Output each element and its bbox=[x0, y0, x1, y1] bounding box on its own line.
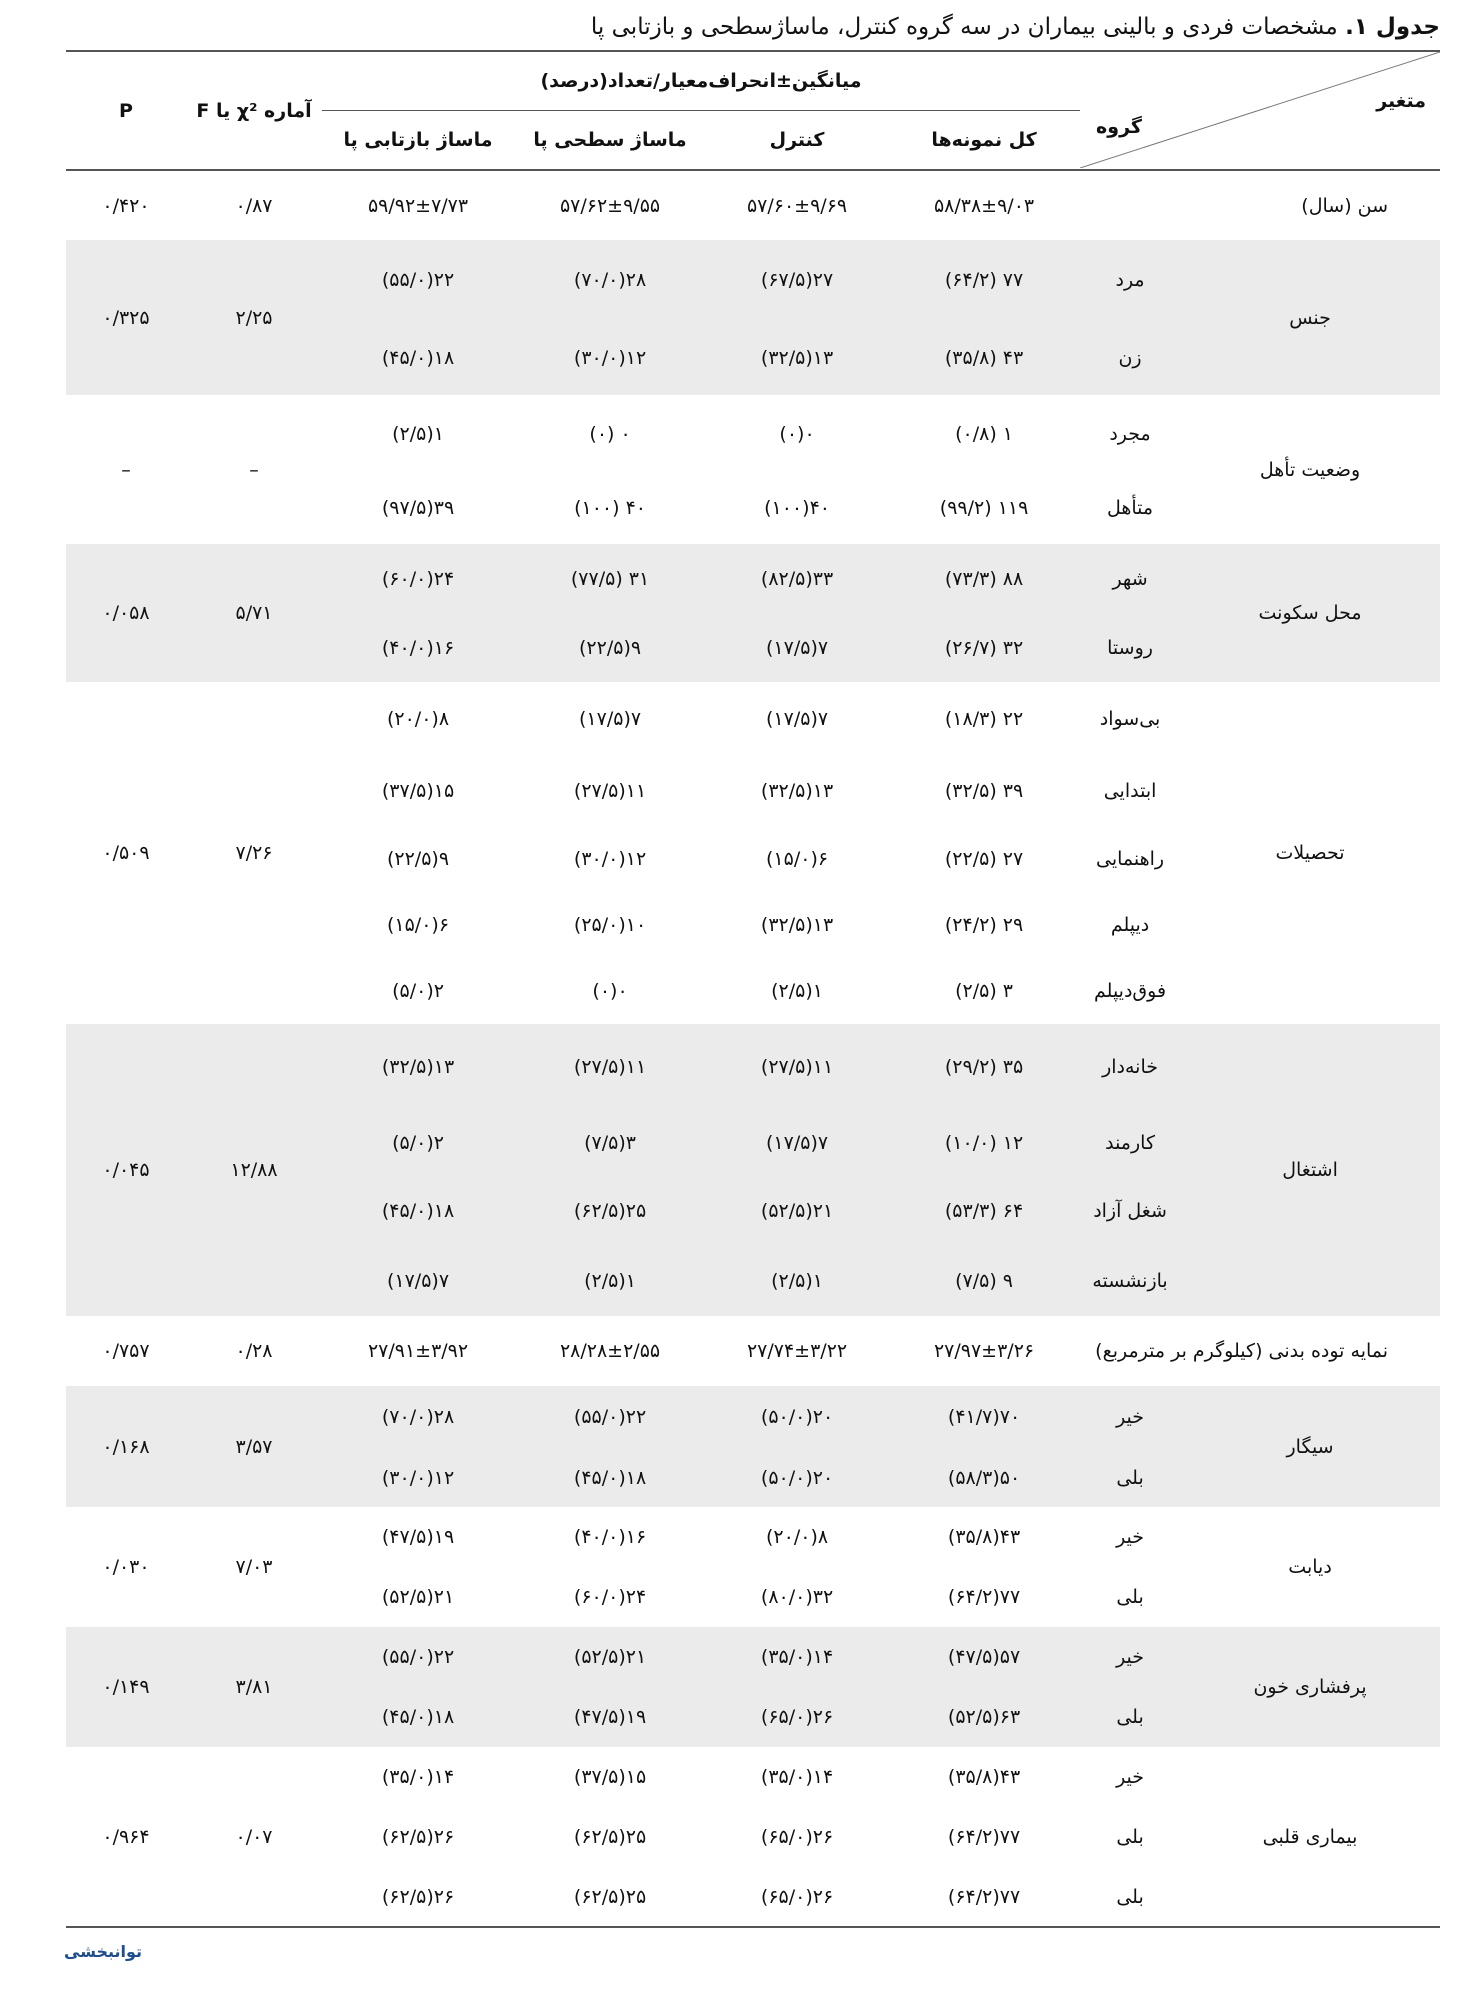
p-value: ۰/۳۲۵ bbox=[66, 240, 186, 395]
value-cell: ۲۱(۵۲/۵) bbox=[706, 1176, 888, 1246]
value-cell: ۷(۱۷/۵) bbox=[322, 1246, 514, 1316]
p-value: ۰/۰۴۵ bbox=[66, 1024, 186, 1316]
value-cell: ۱۱(۲۷/۵) bbox=[514, 1024, 706, 1110]
header-stat: آماره χ² یا F bbox=[186, 51, 322, 170]
p-value: ۰/۱۴۹ bbox=[66, 1627, 186, 1747]
table-row bbox=[66, 170, 1440, 240]
value-cell: ۱(۲/۵) bbox=[392, 422, 444, 445]
value-cell: ۱۴(۳۵/۰) bbox=[706, 1627, 888, 1687]
table-row bbox=[66, 682, 1440, 756]
p-value: ۰/۱۶۸ bbox=[66, 1386, 186, 1507]
value-cell: ۵۸/۳۸±۹/۰۳ bbox=[933, 194, 1035, 217]
value-cell: ۱۹(۴۷/۵) bbox=[381, 1526, 455, 1548]
stat-value: ۱۲/۸۸ bbox=[186, 1024, 322, 1316]
p-value: ۰/۵۰۹ bbox=[102, 842, 150, 864]
header-mean-group: میانگین±انحراف‌معیار/تعداد(درصد) bbox=[322, 51, 1080, 111]
data-table bbox=[66, 50, 1440, 1928]
value-cell: ۱۴(۳۵/۰) bbox=[760, 1766, 834, 1788]
p-value: ۰/۹۶۴ bbox=[66, 1747, 186, 1927]
value-cell: ۲۸(۷۰/۰) bbox=[514, 240, 706, 320]
header-variable-group bbox=[1080, 51, 1440, 170]
header-col-total: کل نمونه‌ها bbox=[888, 111, 1080, 171]
value-cell: ۲۴(۶۰/۰) bbox=[322, 544, 514, 614]
value-cell: ۳۱ (۷۷/۵) bbox=[514, 544, 706, 614]
value-cell: ۱ (۰/۸) bbox=[955, 422, 1013, 445]
header-group: گروه bbox=[1096, 116, 1142, 138]
value-cell: ۲۲(۵۵/۰) bbox=[322, 1627, 514, 1687]
value-cell: ۱۲(۳۰/۰) bbox=[573, 848, 647, 870]
group-label: کارمند bbox=[1080, 1110, 1180, 1176]
value-cell: ۲۵(۶۲/۵) bbox=[514, 1867, 706, 1927]
value-cell: ۱۸(۴۵/۰) bbox=[514, 1448, 706, 1507]
variable-label: نمایه توده بدنی (کیلوگرم بر مترمربع) bbox=[1095, 1340, 1389, 1362]
value-cell: ۶۴ (۵۳/۳) bbox=[888, 1176, 1080, 1246]
p-value: ۰/۷۵۷ bbox=[102, 1340, 150, 1362]
value-cell: ۲۶(۶۵/۰) bbox=[706, 1867, 888, 1927]
header-col-control: کنترل bbox=[706, 111, 888, 171]
value-cell: ۷(۱۷/۵) bbox=[706, 1110, 888, 1176]
p-value: ۰/۰۵۸ bbox=[66, 544, 186, 682]
value-cell: ۲۷ (۲۲/۵) bbox=[944, 848, 1024, 870]
variable-label: بیماری قلبی bbox=[1180, 1747, 1440, 1927]
value-cell: ۳۵ (۲۹/۲) bbox=[888, 1024, 1080, 1110]
value-cell: ۷۷(۶۴/۲) bbox=[947, 1586, 1021, 1608]
group-label: خیر bbox=[1116, 1526, 1145, 1548]
group-label: خیر bbox=[1116, 1766, 1145, 1788]
value-cell: ۸۸ (۷۳/۳) bbox=[888, 544, 1080, 614]
group-label: متأهل bbox=[1106, 497, 1154, 519]
group-label: مجرد bbox=[1109, 422, 1151, 445]
variable-label: دیابت bbox=[1288, 1556, 1332, 1578]
value-cell: ۱۵(۳۷/۵) bbox=[573, 1766, 647, 1788]
value-cell: ۷(۱۷/۵) bbox=[766, 708, 829, 730]
caption-text: مشخصات فردی و بالینی بیماران در سه گروه کنترل، ماساژسطحی و بازتابی پا bbox=[590, 14, 1338, 40]
value-cell: ۵۷/۶۲±۹/۵۵ bbox=[559, 194, 661, 217]
value-cell: ۱۶(۴۰/۰) bbox=[322, 614, 514, 682]
value-cell: ۵۷/۶۰±۹/۶۹ bbox=[746, 194, 848, 217]
value-cell: ۲۲ (۱۸/۳) bbox=[944, 708, 1024, 730]
group-label: بلی bbox=[1080, 1867, 1180, 1927]
value-cell: ۲۵(۶۲/۵) bbox=[514, 1176, 706, 1246]
value-cell: ۳۲ (۲۶/۷) bbox=[888, 614, 1080, 682]
value-cell: ۴۳(۳۵/۸) bbox=[947, 1526, 1021, 1548]
value-cell: ۹(۲۲/۵) bbox=[386, 848, 450, 870]
value-cell: ۵۹/۹۲±۷/۷۳ bbox=[367, 194, 469, 217]
table-row bbox=[66, 1316, 1440, 1386]
stat-value: ۳/۸۱ bbox=[186, 1627, 322, 1747]
stat-value: ۷/۰۳ bbox=[235, 1556, 273, 1578]
value-cell: ۲(۵/۰) bbox=[322, 1110, 514, 1176]
header-p: P bbox=[66, 51, 186, 170]
stat-value: ۵/۷۱ bbox=[186, 544, 322, 682]
value-cell: ۷(۱۷/۵) bbox=[579, 708, 642, 730]
stat-value: ۷/۲۶ bbox=[235, 842, 273, 864]
value-cell: ۲۰(۵۰/۰) bbox=[706, 1386, 888, 1448]
value-cell: ۴۰ (۱۰۰) bbox=[574, 497, 646, 519]
group-label: فوق‌دیپلم bbox=[1094, 980, 1167, 1002]
group-label: خیر bbox=[1080, 1386, 1180, 1448]
value-cell: ۲۸/۲۸±۲/۵۵ bbox=[559, 1340, 661, 1362]
group-label: روستا bbox=[1080, 614, 1180, 682]
variable-label: وضعیت تأهل bbox=[1259, 458, 1361, 481]
group-label: راهنمایی bbox=[1095, 848, 1165, 870]
header-col-surface: ماساژ سطحی پا bbox=[514, 111, 706, 171]
value-cell: ۱۱(۲۷/۵) bbox=[573, 780, 647, 802]
value-cell: ۲۶(۶۵/۰) bbox=[706, 1687, 888, 1747]
stat-value: ۰/۸۷ bbox=[235, 194, 273, 217]
value-cell: ۲۶(۶۲/۵) bbox=[381, 1826, 455, 1848]
value-cell: ۶(۱۵/۰) bbox=[766, 848, 829, 870]
group-label: بلی bbox=[1080, 1687, 1180, 1747]
value-cell: ۹ (۷/۵) bbox=[888, 1246, 1080, 1316]
stat-value: – bbox=[249, 458, 259, 481]
value-cell: ۲۵(۶۲/۵) bbox=[573, 1826, 647, 1848]
group-label: ابتدایی bbox=[1103, 780, 1157, 802]
value-cell: ۱۹(۴۷/۵) bbox=[514, 1687, 706, 1747]
group-label: بی‌سواد bbox=[1099, 708, 1161, 730]
value-cell: ۲۲(۵۵/۰) bbox=[322, 240, 514, 320]
value-cell: ۳ (۲/۵) bbox=[955, 980, 1013, 1002]
table-row bbox=[66, 1386, 1440, 1448]
p-value: ۰/۴۲۰ bbox=[102, 194, 150, 217]
group-label: مرد bbox=[1080, 240, 1180, 320]
header-col-reflex: ماساژ بازتابی پا bbox=[322, 111, 514, 171]
table-row bbox=[66, 1507, 1440, 1567]
variable-label: پرفشاری خون bbox=[1180, 1627, 1440, 1747]
group-label: خانه‌دار bbox=[1080, 1024, 1180, 1110]
value-cell: ۳۳(۸۲/۵) bbox=[706, 544, 888, 614]
variable-label: محل سکونت bbox=[1180, 544, 1440, 682]
value-cell: ۷۷(۶۴/۲) bbox=[947, 1826, 1021, 1848]
value-cell: ۷۷ (۶۴/۲) bbox=[888, 240, 1080, 320]
value-cell: ۶۳(۵۲/۵) bbox=[888, 1687, 1080, 1747]
value-cell: ۵۰(۵۸/۳) bbox=[888, 1448, 1080, 1507]
value-cell: ۱۰(۲۵/۰) bbox=[573, 914, 647, 936]
value-cell: ۲۱(۵۲/۵) bbox=[381, 1586, 455, 1608]
variable-label: جنس bbox=[1180, 240, 1440, 395]
value-cell: ۱۲(۳۰/۰) bbox=[514, 320, 706, 395]
group-label: بازنشسته bbox=[1080, 1246, 1180, 1316]
value-cell: ۴۳ (۳۵/۸) bbox=[888, 320, 1080, 395]
group-label: شغل آزاد bbox=[1080, 1176, 1180, 1246]
table-row bbox=[66, 1627, 1440, 1687]
value-cell: ۸(۲۰/۰) bbox=[766, 1526, 829, 1548]
value-cell: ۲۷/۹۷±۳/۲۶ bbox=[933, 1340, 1035, 1362]
value-cell: ۱۳(۳۲/۵) bbox=[706, 320, 888, 395]
p-value: – bbox=[121, 458, 131, 481]
value-cell: ۲۹ (۲۴/۲) bbox=[944, 914, 1024, 936]
table-caption bbox=[40, 14, 1440, 40]
group-label: بلی bbox=[1116, 1586, 1144, 1608]
value-cell: ۱(۲/۵) bbox=[706, 1246, 888, 1316]
stat-value: ۲/۲۵ bbox=[186, 240, 322, 395]
stat-value: ۳/۵۷ bbox=[186, 1386, 322, 1507]
value-cell: ۱۸(۴۵/۰) bbox=[322, 320, 514, 395]
value-cell: ۲۱(۵۲/۵) bbox=[514, 1627, 706, 1687]
value-cell: ۱۴(۳۵/۰) bbox=[381, 1766, 455, 1788]
value-cell: ۱۱(۲۷/۵) bbox=[706, 1024, 888, 1110]
variable-label: تحصیلات bbox=[1275, 842, 1345, 864]
value-cell: ۶(۱۵/۰) bbox=[386, 914, 450, 936]
value-cell: ۱۳(۳۲/۵) bbox=[322, 1024, 514, 1110]
value-cell: ۲۲(۵۵/۰) bbox=[514, 1386, 706, 1448]
value-cell: ۳۲(۸۰/۰) bbox=[760, 1586, 834, 1608]
value-cell: ۷(۱۷/۵) bbox=[706, 614, 888, 682]
table-row bbox=[66, 1747, 1440, 1807]
value-cell: ۱۲ (۱۰/۰) bbox=[888, 1110, 1080, 1176]
value-cell: ۱۱۹ (۹۹/۲) bbox=[939, 497, 1029, 519]
table-body bbox=[66, 170, 1440, 1927]
value-cell: ۲۷/۹۱±۳/۹۲ bbox=[367, 1340, 469, 1362]
table-row bbox=[66, 395, 1440, 472]
value-cell: ۹(۲۲/۵) bbox=[514, 614, 706, 682]
value-cell: ۰(۰) bbox=[779, 422, 815, 445]
value-cell: ۰(۰) bbox=[592, 980, 628, 1002]
group-label: بلی bbox=[1116, 1826, 1144, 1848]
value-cell: ۷۷(۶۴/۲) bbox=[888, 1867, 1080, 1927]
value-cell: ۳۹(۹۷/۵) bbox=[381, 497, 455, 519]
header-variable: متغیر bbox=[1376, 90, 1427, 112]
value-cell: ۲۴(۶۰/۰) bbox=[573, 1586, 647, 1608]
value-cell: ۲۷(۶۷/۵) bbox=[706, 240, 888, 320]
group-label: خیر bbox=[1080, 1627, 1180, 1687]
value-cell: ۰ (۰) bbox=[589, 422, 631, 445]
group-label: شهر bbox=[1080, 544, 1180, 614]
variable-label: اشتغال bbox=[1180, 1024, 1440, 1316]
value-cell: ۴۳(۳۵/۸) bbox=[947, 1766, 1021, 1788]
value-cell: ۲۶(۶۲/۵) bbox=[322, 1867, 514, 1927]
value-cell: ۲۰(۵۰/۰) bbox=[706, 1448, 888, 1507]
value-cell: ۲۶(۶۵/۰) bbox=[760, 1826, 834, 1848]
table-row bbox=[66, 240, 1440, 320]
variable-label: سن (سال) bbox=[1301, 194, 1389, 217]
stat-value: ۰/۰۷ bbox=[186, 1747, 322, 1927]
group-label: زن bbox=[1080, 320, 1180, 395]
value-cell: ۲(۵/۰) bbox=[392, 980, 444, 1002]
stat-value: ۰/۲۸ bbox=[235, 1340, 273, 1362]
value-cell: ۱۳(۳۲/۵) bbox=[760, 914, 834, 936]
value-cell: ۲۷/۷۴±۳/۲۲ bbox=[746, 1340, 848, 1362]
value-cell: ۱۸(۴۵/۰) bbox=[322, 1176, 514, 1246]
value-cell: ۳(۷/۵) bbox=[514, 1110, 706, 1176]
group-label: دیپلم bbox=[1110, 914, 1150, 936]
value-cell: ۲۸(۷۰/۰) bbox=[322, 1386, 514, 1448]
table-row bbox=[66, 1024, 1440, 1110]
table-row bbox=[66, 544, 1440, 614]
value-cell: ۴۰(۱۰۰) bbox=[764, 497, 830, 519]
caption-label: جدول ۱. bbox=[1345, 14, 1440, 40]
value-cell: ۵۷(۴۷/۵) bbox=[888, 1627, 1080, 1687]
value-cell: ۱۸(۴۵/۰) bbox=[322, 1687, 514, 1747]
value-cell: ۱(۲/۵) bbox=[514, 1246, 706, 1316]
value-cell: ۱۲(۳۰/۰) bbox=[322, 1448, 514, 1507]
value-cell: ۱۶(۴۰/۰) bbox=[573, 1526, 647, 1548]
p-value: ۰/۰۳۰ bbox=[102, 1556, 150, 1578]
value-cell: ۸(۲۰/۰) bbox=[386, 708, 450, 730]
variable-label: سیگار bbox=[1180, 1386, 1440, 1507]
value-cell: ۷۰(۴۱/۷) bbox=[888, 1386, 1080, 1448]
footer-logo: توانبخشی bbox=[64, 1942, 143, 1961]
value-cell: ۱(۲/۵) bbox=[771, 980, 823, 1002]
value-cell: ۳۹ (۳۲/۵) bbox=[944, 780, 1024, 802]
value-cell: ۱۵(۳۷/۵) bbox=[381, 780, 455, 802]
value-cell: ۱۳(۳۲/۵) bbox=[760, 780, 834, 802]
group-label: بلی bbox=[1080, 1448, 1180, 1507]
